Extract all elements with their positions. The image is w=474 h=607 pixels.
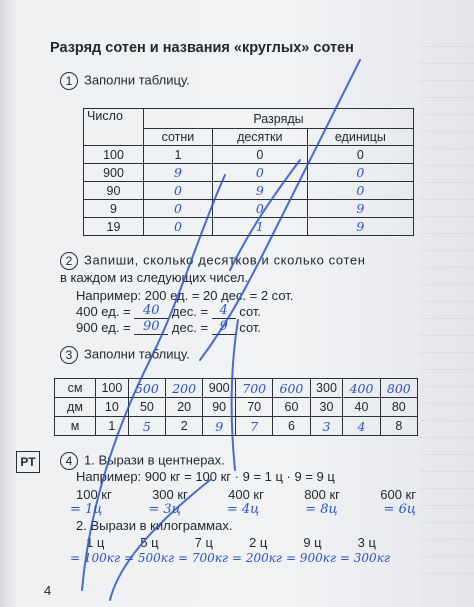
task1-row-number: 90 <box>84 182 144 200</box>
task3-cell-handwritten: 4 <box>343 417 380 436</box>
task1-cell-handwritten: 9 <box>307 218 413 236</box>
task4-answer2: = 100кг <box>70 551 121 565</box>
task1-header-number: Число <box>84 109 144 146</box>
task1-cell-handwritten: 1 <box>212 218 307 236</box>
task3-cell: 10 <box>96 398 129 417</box>
task4-item: 600 кг <box>380 487 416 502</box>
task1-cell-handwritten: 9 <box>144 164 213 182</box>
task1-cell-handwritten: 0 <box>307 182 413 200</box>
task1-header-group: Разряды <box>144 109 414 129</box>
task2-instruction-line2: в каждом из следующих чисел. <box>60 270 249 285</box>
task1-row-number: 9 <box>84 200 144 218</box>
scribble-stroke <box>82 175 225 590</box>
task4-item2: 2 ц <box>248 535 268 550</box>
task1-col-tens: десятки <box>212 129 307 146</box>
task3-cell: 20 <box>166 398 203 417</box>
task4-item: 800 кг <box>304 487 340 502</box>
task1-col-hundreds: сотни <box>144 129 213 146</box>
task1-instruction: Заполни таблицу. <box>84 72 190 88</box>
task3-cell-handwritten: 7 <box>236 417 273 436</box>
task4-answer2: = 500кг <box>123 551 174 565</box>
task4-item2: 1 ц <box>86 535 105 550</box>
scribble-stroke <box>232 320 238 470</box>
task4-answer2: = 700кг <box>177 551 228 565</box>
task4-answer: = 3ц <box>148 502 181 517</box>
task2-number: 2 <box>60 252 78 270</box>
task4-answer2: = 900кг <box>285 551 336 565</box>
task3-cell: 80 <box>380 398 417 417</box>
task1-col-ones: единицы <box>307 129 413 146</box>
task3-cell-handwritten: 500 <box>128 379 165 398</box>
task1-cell-handwritten: 0 <box>144 182 213 200</box>
task3-unit: дм <box>55 398 96 417</box>
task3-cell-handwritten: 800 <box>380 379 417 398</box>
task4-item2: 9 ц <box>303 535 322 550</box>
task4-item: 400 кг <box>228 487 264 502</box>
task1-row-number: 100 <box>84 146 144 164</box>
task4-answer: = 6ц <box>383 502 416 517</box>
task2-tens-answer: 40 <box>143 303 160 318</box>
task3-cell: 8 <box>380 417 417 436</box>
task3-cell-handwritten: 200 <box>166 379 203 398</box>
task3-cell: 100 <box>96 379 129 398</box>
task1-cell-handwritten: 0 <box>307 164 413 182</box>
task1-cell-handwritten: 9 <box>212 182 307 200</box>
task3-unit: м <box>55 417 96 436</box>
task1-number: 1 <box>60 72 78 90</box>
page-number: 4 <box>44 583 52 598</box>
task3-cell-handwritten: 400 <box>343 379 380 398</box>
task2-example: Например: 200 ед. = 20 дес. = 2 сот. <box>76 288 294 303</box>
scribble-stroke <box>200 60 360 360</box>
task4-item: 300 кг <box>152 487 188 502</box>
task2-tens-answer: 90 <box>143 319 160 334</box>
task3-instruction: Заполни таблицу. <box>84 346 190 362</box>
task3-unit: см <box>55 379 96 398</box>
task4-answer: = 8ц <box>305 502 338 517</box>
task1-cell: 0 <box>212 146 307 164</box>
task3-cell: 6 <box>273 417 310 436</box>
task4-example: Например: 900 кг = 100 кг · 9 = 1 ц · 9 = 9 ц <box>76 469 335 484</box>
task4-item: 100 кг <box>76 487 112 502</box>
task4-item2: 7 ц <box>194 535 213 550</box>
task2-line-end: сот. <box>239 320 262 335</box>
page-title: Разряд сотен и названия «круглых» сотен <box>50 40 354 56</box>
task3-cell: 90 <box>203 398 236 417</box>
task4-sub2: 2. Вырази в килограммах. <box>76 518 233 533</box>
task1-cell-handwritten: 0 <box>212 164 307 182</box>
task4-sub1: 1. Вырази в центнерах. <box>84 452 225 468</box>
task1-cell: 1 <box>144 146 213 164</box>
task2-hundreds-answer: 4 <box>219 303 228 318</box>
task1-row-number: 19 <box>84 218 144 236</box>
task2-line-end: сот. <box>239 304 262 319</box>
task1-row-number: 900 <box>84 164 144 182</box>
task4-item2: 5 ц <box>140 535 159 550</box>
task2-line-mid: дес. = <box>171 304 209 319</box>
scribble-stroke <box>110 480 210 600</box>
task3-cell: 50 <box>128 398 165 417</box>
task3-cell: 900 <box>203 379 236 398</box>
task3-cell-handwritten: 3 <box>310 417 343 436</box>
task2-hundreds-answer: 9 <box>219 319 228 334</box>
task3-cell: 300 <box>310 379 343 398</box>
task3-cell: 70 <box>236 398 273 417</box>
task4-answer2: = 200кг <box>231 551 282 565</box>
task2-line-start: 900 ед. = <box>76 320 131 335</box>
task2-instruction: Запиши, сколько десятков и сколько сотен <box>84 252 366 268</box>
task3-cell: 30 <box>310 398 343 417</box>
task3-cell-handwritten: 700 <box>236 379 273 398</box>
task2-line-mid: дес. = <box>171 320 209 335</box>
task1-cell-handwritten: 0 <box>144 218 213 236</box>
task3-cell: 1 <box>96 417 129 436</box>
task1-cell-handwritten: 9 <box>307 200 413 218</box>
task2-line-start: 400 ед. = <box>76 304 131 319</box>
task3-number: 3 <box>60 346 78 364</box>
task4-answer: = 4ц <box>226 502 260 517</box>
task3-cell-handwritten: 9 <box>203 417 236 436</box>
task3-cell: 40 <box>343 398 380 417</box>
task4-answer2: = 300кг <box>339 551 390 565</box>
task4-number: 4 <box>60 452 78 470</box>
task4-item2: 3 ц <box>357 535 376 550</box>
task3-cell: 2 <box>166 417 203 436</box>
task1-cell: 0 <box>307 146 413 164</box>
workbook-badge: РТ <box>16 451 40 473</box>
task1-cell-handwritten: 0 <box>144 200 213 218</box>
task4-answer: = 1ц <box>70 502 103 517</box>
task1-cell-handwritten: 0 <box>212 200 307 218</box>
task3-cell: 60 <box>273 398 310 417</box>
scribble-stroke <box>230 160 300 270</box>
task3-cell-handwritten: 600 <box>273 379 310 398</box>
task3-cell-handwritten: 5 <box>128 417 165 436</box>
